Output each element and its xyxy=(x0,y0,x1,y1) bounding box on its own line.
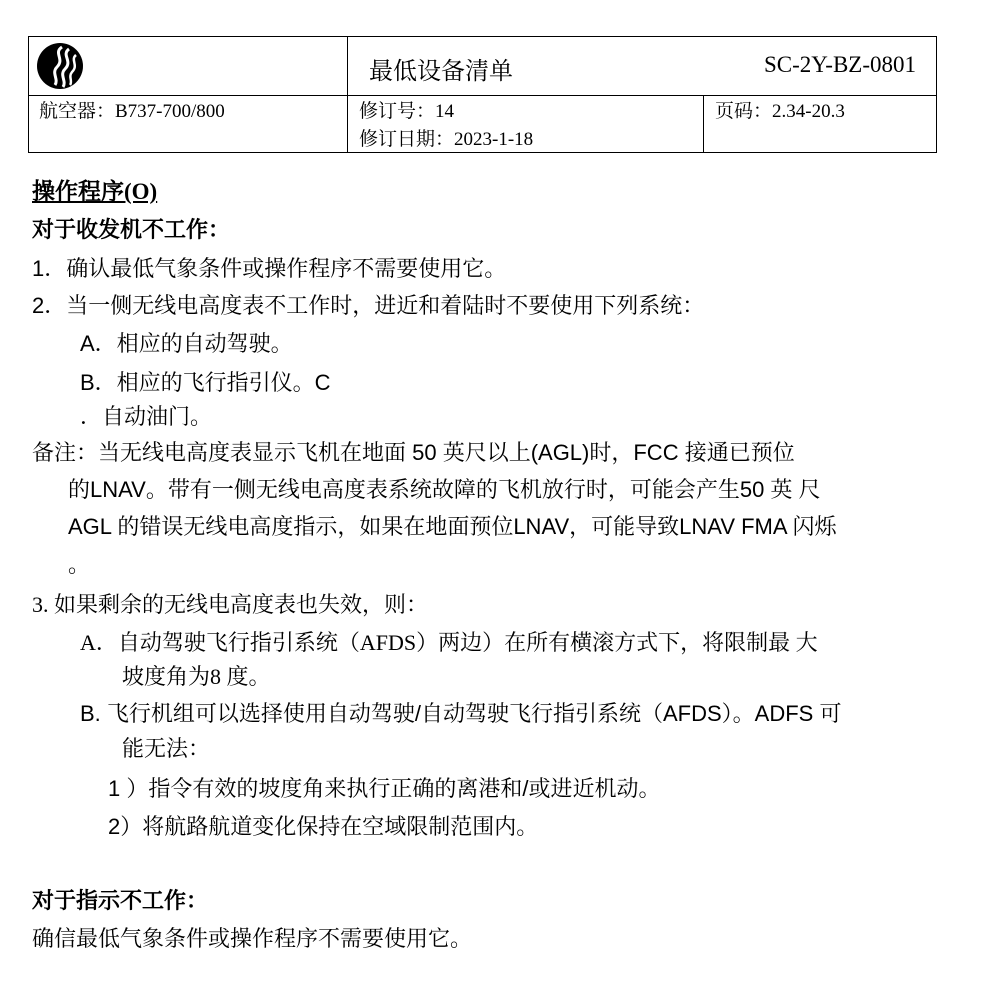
page-number: 页码：2.34-20.3 xyxy=(715,101,845,122)
procedure-item-3b: B. 飞行机组可以选择使用自动驾驶/自动驾驶飞行指引系统（AFDS）。ADFS 可 xyxy=(80,701,842,726)
header-divider xyxy=(347,37,348,152)
procedure-item-2a: A．相应的自动驾驶。 xyxy=(80,331,293,356)
revision-date: 修订日期：2023-1-18 xyxy=(359,129,534,150)
aircraft-type: 航空器：B737-700/800 xyxy=(39,101,225,122)
header-divider xyxy=(703,95,704,152)
procedure-item-1: 1．确认最低气象条件或操作程序不需要使用它。 xyxy=(32,256,507,281)
procedure-item-3b-2: 2）将航路航道变化保持在空域限制范围内。 xyxy=(108,814,539,839)
subheading-transceiver: 对于收发机不工作： xyxy=(32,217,231,242)
document-number: SC-2Y-BZ-0801 xyxy=(763,52,916,77)
procedure-item-3b-cont: 能无法： xyxy=(122,736,211,761)
procedure-item-3: 3. 如果剩余的无线电高度表也失效，则： xyxy=(32,592,429,617)
note-line: 的LNAV。带有一侧无线电高度表系统故障的飞机放行时，可能会产生50 英 尺 xyxy=(68,477,821,502)
procedure-item-3b-1: 1 ）指令有效的坡度角来执行正确的离港和/或进近机动。 xyxy=(108,776,661,801)
company-logo-icon xyxy=(35,41,85,91)
procedure-item-2c: ．自动油门。 xyxy=(80,404,213,429)
procedure-item-2: 2．当一侧无线电高度表不工作时，进近和着陆时不要使用下列系统： xyxy=(32,293,705,318)
document-title: 最低设备清单 xyxy=(369,59,513,85)
note-line: AGL 的错误无线电高度指示，如果在地面预位LNAV，可能导致LNAV FMA 闪烁 xyxy=(68,514,837,539)
note-line: 。 xyxy=(68,552,91,577)
document-header xyxy=(28,36,937,153)
procedure-item-2b: B．相应的飞行指引仪。C xyxy=(80,370,331,395)
note-line: 备注：当无线电高度表显示飞机在地面 50 英尺以上(AGL)时，FCC 接通已预位 xyxy=(32,440,795,465)
final-instruction: 确信最低气象条件或操作程序不需要使用它。 xyxy=(32,926,473,951)
section-title: 操作程序(O) xyxy=(32,179,158,204)
subheading-indication: 对于指示不工作： xyxy=(32,888,209,913)
procedure-item-3a: A．自动驾驶飞行指引系统（AFDS）两边）在所有横滚方式下，将限制最 大 xyxy=(80,630,818,655)
revision-number: 修订号：14 xyxy=(359,101,455,122)
procedure-item-3a-cont: 坡度角为8 度。 xyxy=(122,664,271,689)
